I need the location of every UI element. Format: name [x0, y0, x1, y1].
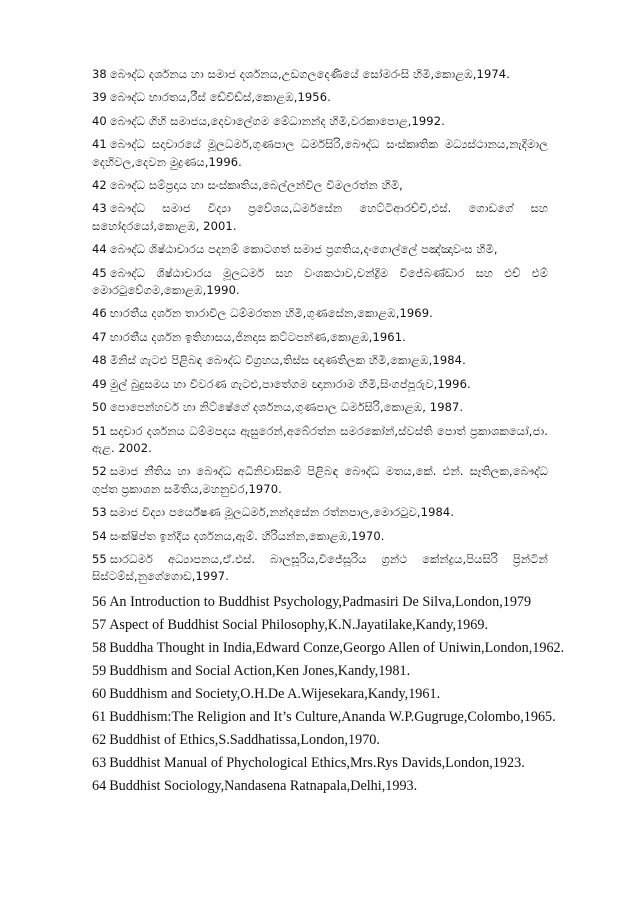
reference-number: 58 — [92, 639, 107, 656]
reference-text: Buddhism:The Religion and It’s Culture,Ananda W.P.Gugruge,Colombo,1965. — [109, 708, 556, 725]
reference-number: 43 — [92, 201, 107, 216]
reference-number: 63 — [92, 754, 107, 771]
reference-text: බෞද්ධ සදාචාරයේ මූලධර්ම,ගුණපාල ධර්මසිරි,බෞද්ධ සංස්කෘතික මධ්‍යස්ථානය,නැදිමාල දෙහිවල,දෙවන මුද්‍රණය,1996. — [92, 137, 548, 169]
reference-entry — [92, 305, 548, 322]
reference-text: පොපෙන්හවර් හා නිට්ෂේගේ දර්ශනය,ගුණපාල ධර්මසිරි,කොළඹ, 1987. — [109, 400, 464, 415]
reference-entry — [92, 504, 548, 521]
reference-number: 42 — [92, 178, 107, 193]
reference-number: 60 — [92, 685, 107, 702]
reference-entry — [92, 352, 548, 369]
reference-text: බෞද්ධ ගිහි සමාජය,දෙවාලේගම මේධානන්ද හිමි,වරකාපොළ,1992. — [109, 113, 445, 128]
reference-text: සමාජ විද්‍යා පර්යේෂණ මූලධර්ම,නන්දසේන රත්නපාල,මොරටුව,1984. — [109, 505, 455, 520]
reference-number: 64 — [92, 777, 107, 794]
reference-entry — [92, 661, 548, 681]
reference-entry — [92, 89, 548, 106]
reference-text: Aspect of Buddhist Social Philosophy,K.N.Jayatilake,Kandy,1969. — [109, 616, 489, 633]
reference-number: 48 — [92, 353, 107, 368]
reference-number: 51 — [92, 423, 107, 438]
reference-entry — [92, 638, 565, 658]
reference-text: බෞද්ධ ශිෂ්ඨාචාරය මූලධර්ම සහ වංශකථාව,චන්ද්‍රිම විජේබණ්ඩාර සහ එච් එම් මොරටුවේගම,කොළඹ,1990. — [92, 265, 548, 298]
reference-entry — [92, 66, 548, 83]
reference-number: 62 — [92, 731, 107, 748]
reference-entry — [92, 241, 548, 258]
reference-entry — [92, 592, 548, 612]
reference-entry — [92, 753, 548, 773]
reference-text: Buddhist of Ethics,S.Saddhatissa,London,1970. — [109, 731, 380, 748]
reference-entry — [92, 528, 548, 545]
reference-text: බෞද්ධ සමාජ විද්‍යා ප්‍රවේශය,ධර්මසේන හෙට්ටිආරච්චි,එස්. ගොඩගේ සහ සහෝදරයෝ,කොළඹ, 2001. — [92, 201, 548, 233]
reference-number: 56 — [92, 593, 107, 610]
reference-entry — [92, 200, 548, 235]
reference-text: Buddhism and Society,O.H.De A.Wijesekara,Kandy,1961. — [109, 685, 441, 702]
reference-text: සාරධර්ම අධ්‍යාපනය,ඒ.එස්. බාලසූරිය,විජේසූරිය ග්‍රන්ථ කේන්ද්‍රය,පියසිරි ප්‍රින්ටින් සිස්ටම්ස්,නුගේගොඩ,1997. — [92, 551, 548, 584]
reference-entry — [92, 707, 556, 727]
reference-text: An Introduction to Buddhist Psychology,Padmasiri De Silva,London,1979 — [109, 593, 532, 610]
reference-entry — [92, 615, 548, 635]
reference-list — [92, 66, 565, 799]
reference-text: භාරතීය දර්ශන ඉතිහාසය,ජිනදාස කට්ටපන්ණ,කොළඹ,1961. — [109, 329, 406, 344]
reference-text: සමාජ නීතිය හා බෞද්ධ අධිනිවාසිකම් පිළිබඳ බෞද්ධ මතය,කේ. එන්. සෑතිලක,බෞද්ධ ගුප්ත ප්‍රකාශන සමිතිය,මහනුවර,1970. — [92, 464, 548, 496]
reference-entry — [92, 463, 548, 498]
reference-number: 54 — [92, 528, 107, 543]
reference-entry — [92, 376, 548, 393]
reference-text: බෞද්ධ ශිෂ්ඨාචාරය පදනම් කොටගත් සමාජ ප්‍රගතිය,දංගොල්ලේ පඤ්ඤාවංස හිමි, — [109, 242, 498, 257]
reference-entry — [92, 177, 548, 194]
reference-number: 53 — [92, 505, 107, 520]
reference-number: 59 — [92, 662, 107, 679]
reference-number: 39 — [92, 90, 107, 105]
reference-text: Buddhist Sociology,Nandasena Ratnapala,Delhi,1993. — [109, 777, 418, 794]
reference-text: Buddhist Manual of Phychological Ethics,Mrs.Rys Davids,London,1923. — [109, 754, 525, 771]
reference-number: 50 — [92, 400, 107, 415]
reference-entry — [92, 399, 548, 416]
reference-entry — [92, 329, 548, 346]
reference-text: Buddha Thought in India,Edward Conze,Georgo Allen of Uniwin,London,1962. — [109, 639, 565, 656]
reference-text: මුල් බුදුසමය හා විවරණ ගැටළු,පාතේගම ඥානාරාම හිමි,සිංගප්පූරුව,1996. — [109, 376, 471, 391]
reference-number: 61 — [92, 708, 107, 725]
reference-number: 57 — [92, 616, 107, 633]
reference-entry — [92, 551, 548, 586]
reference-number: 44 — [92, 242, 107, 257]
reference-number: 38 — [92, 67, 107, 81]
reference-number: 47 — [92, 329, 107, 344]
reference-text: සංක්ෂිප්ත ඉන්දීය දර්ශනය,ඇම්. හිරියන්න,කොළඹ,1970. — [109, 528, 385, 543]
reference-number: 49 — [92, 376, 107, 391]
reference-entry — [92, 136, 548, 171]
reference-entry — [92, 113, 548, 130]
reference-entry — [92, 265, 548, 300]
reference-entry — [92, 423, 548, 458]
reference-entry — [92, 776, 548, 796]
reference-entry — [92, 684, 548, 704]
reference-text: බෞද්ධ භාරතය,රීස් ඩේවිඩ්ස්,කොළඹ,1956. — [109, 90, 331, 105]
reference-number: 55 — [92, 551, 107, 566]
reference-text: බෞද්ධ සම්ප්‍රදාය හා සංස්කෘතිය,බෙල්ලන්විල විමලරත්න හිමි, — [109, 178, 403, 193]
reference-text: Buddhism and Social Action,Ken Jones,Kandy,1981. — [109, 662, 411, 679]
reference-number: 40 — [92, 113, 107, 128]
reference-text: භාරතීය දර්ශන තාරාවිල ධම්මරතන හිමි,ගුණසේන,කොළඹ,1969. — [109, 306, 433, 321]
reference-number: 45 — [92, 265, 107, 280]
reference-text: බෞද්ධ දර්ශනය හා සමාජ දර්ශනය,උඩගල​දෙණියේ සෝමරංසි හිමි,කොළඹ,1974. — [109, 67, 510, 81]
reference-number: 52 — [92, 464, 107, 479]
reference-entry — [92, 730, 548, 750]
reference-text: මිනිස් ගැටළු පිළිබඳ බෞද්ධ විග්‍රහය,තිස්ස ඥාණතිලක හිමි,කොළඹ,1984. — [109, 353, 466, 368]
reference-text: සදාචාර දර්ශනය ධම්මපදය ඇසුරෙන්,අබේරත්න සමරකෝන්,ස්වස්ති පොත් ප්‍රකාශකයෝ,ජා. ඇළ. 2002. — [92, 423, 548, 455]
reference-number: 46 — [92, 306, 107, 321]
reference-number: 41 — [92, 137, 107, 152]
